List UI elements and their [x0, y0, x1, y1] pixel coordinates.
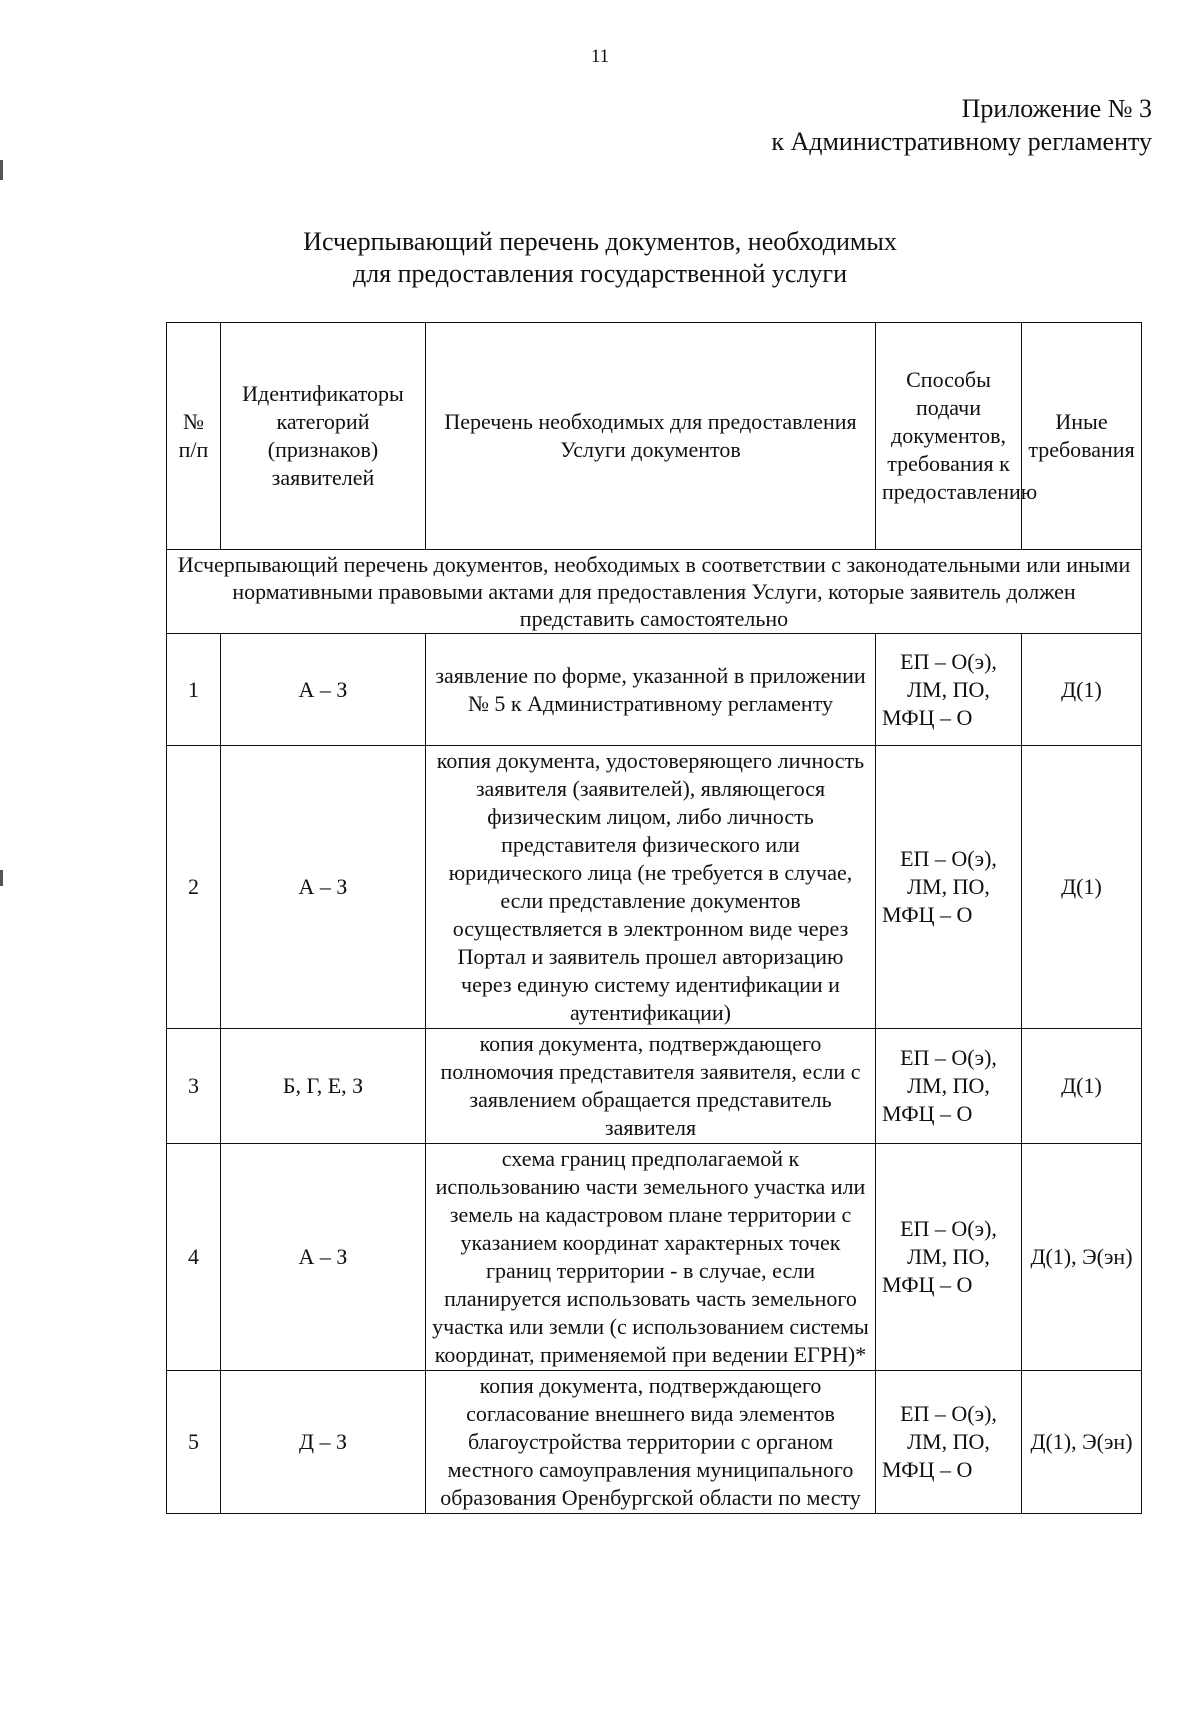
header-identifiers: Идентификаторы категорий (признаков) заявителей [221, 323, 426, 550]
row-identifiers: А – З [221, 1144, 426, 1371]
row-identifiers: А – З [221, 634, 426, 746]
row-document: схема границ предполагаемой к использованию части земельного участка или земель на кадастровом плане территории с указанием координат характерных точек границ территории - в случае, если планируется использовать часть земельного участка или земли (с использованием системы координат, применяемой при ведении ЕГРН)* [426, 1144, 876, 1371]
row-num: 2 [167, 746, 221, 1029]
appendix-reference [771, 92, 1152, 158]
section-title: Исчерпывающий перечень документов, необходимых в соответствии с законодательными или иными нормативными правовыми актами для предоставления Услуги, которые заявитель должен представить самостоятельно [167, 550, 1142, 634]
header-methods: Способы подачи документов, требования к предоставлению [876, 323, 1022, 550]
table-row [167, 634, 1142, 746]
row-num: 3 [167, 1029, 221, 1144]
document-title [0, 226, 1200, 290]
row-identifiers: А – З [221, 746, 426, 1029]
row-document: копия документа, подтверждающего полномочия представителя заявителя, если с заявлением обращается представитель заявителя [426, 1029, 876, 1144]
row-other: Д(1) [1022, 746, 1142, 1029]
section-row [167, 550, 1142, 634]
row-other: Д(1), Э(эн) [1022, 1144, 1142, 1371]
header-other: Иные требования [1022, 323, 1142, 550]
row-other: Д(1) [1022, 1029, 1142, 1144]
appendix-line-2: к Административному регламенту [771, 127, 1152, 156]
table-row [167, 746, 1142, 1029]
row-num: 1 [167, 634, 221, 746]
document-title-line-2: для предоставления государственной услуги [352, 259, 848, 288]
row-methods: ЕП – О(э), ЛМ, ПО, МФЦ – О [876, 1371, 1022, 1514]
row-num: 4 [167, 1144, 221, 1371]
table-row [167, 1371, 1142, 1514]
page-number: 11 [590, 46, 610, 67]
row-methods: ЕП – О(э), ЛМ, ПО, МФЦ – О [876, 634, 1022, 746]
table-row [167, 1144, 1142, 1371]
row-document: копия документа, подтверждающего согласование внешнего вида элементов благоустройства территории с органом местного самоуправления муниципального образования Оренбургской области по месту [426, 1371, 876, 1514]
document-title-line-1: Исчерпывающий перечень документов, необходимых [303, 227, 897, 256]
row-methods: ЕП – О(э), ЛМ, ПО, МФЦ – О [876, 1029, 1022, 1144]
row-identifiers: Б, Г, Е, З [221, 1029, 426, 1144]
table-header-row [167, 323, 1142, 550]
row-document: заявление по форме, указанной в приложении № 5 к Административному регламенту [426, 634, 876, 746]
row-document: копия документа, удостоверяющего личность заявителя (заявителей), являющегося физическим лицом, либо личность представителя физического или юридического лица (не требуется в случае, если представление документов осуществляется в электронном виде через Портал и заявитель прошел авторизацию через единую систему идентификации и аутентификации) [426, 746, 876, 1029]
appendix-line-1: Приложение № 3 [961, 94, 1152, 123]
row-num: 5 [167, 1371, 221, 1514]
table-row [167, 1029, 1142, 1144]
header-num: № п/п [167, 323, 221, 550]
row-other: Д(1), Э(эн) [1022, 1371, 1142, 1514]
row-methods: ЕП – О(э), ЛМ, ПО, МФЦ – О [876, 1144, 1022, 1371]
row-methods: ЕП – О(э), ЛМ, ПО, МФЦ – О [876, 746, 1022, 1029]
row-identifiers: Д – З [221, 1371, 426, 1514]
row-other: Д(1) [1022, 634, 1142, 746]
header-documents: Перечень необходимых для предоставления Услуги документов [426, 323, 876, 550]
documents-table [166, 322, 1142, 1514]
